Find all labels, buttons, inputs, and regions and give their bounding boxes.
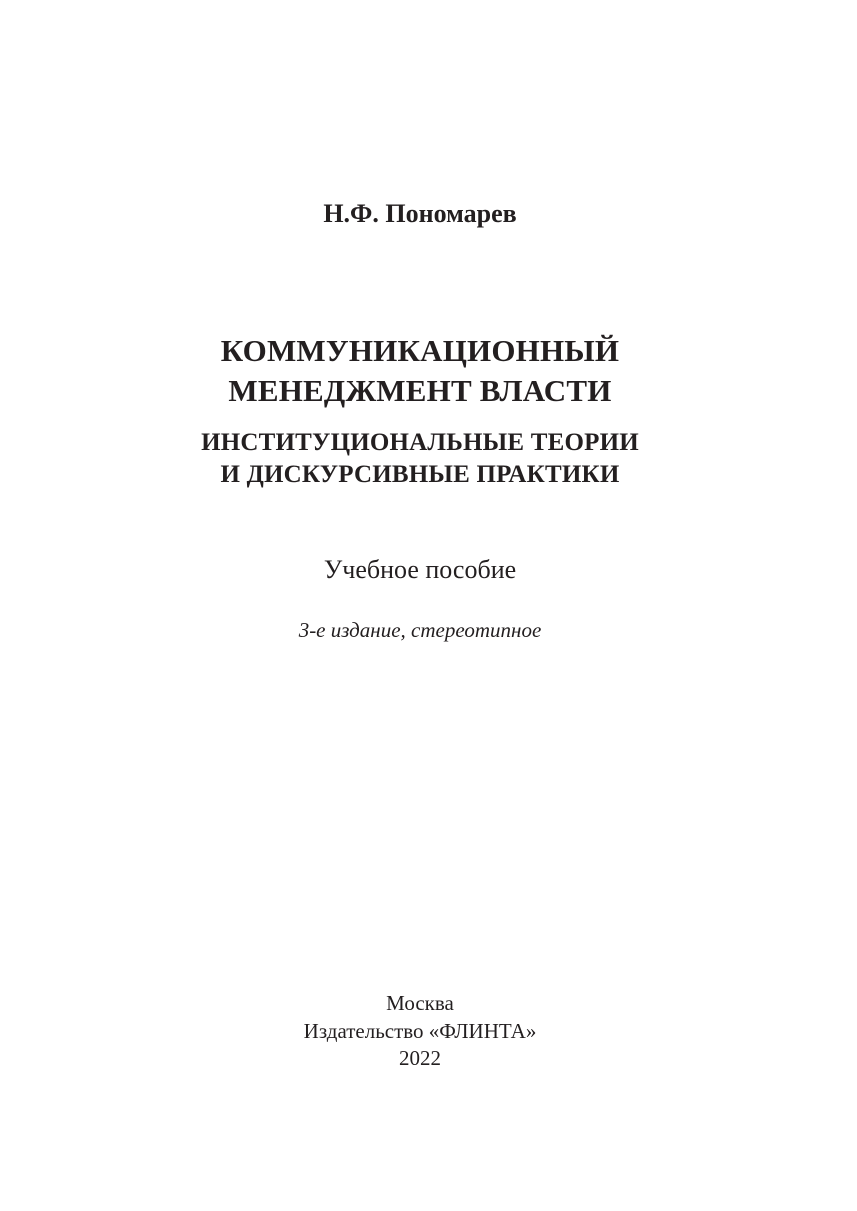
document-type: Учебное пособие xyxy=(323,555,517,584)
imprint-year: 2022 xyxy=(399,1046,441,1070)
edition-note: 3-е издание, стереотипное xyxy=(298,618,542,642)
imprint-city: Москва xyxy=(386,991,454,1015)
book-subtitle-line-2: И ДИСКУРСИВНЫЕ ПРАКТИКИ xyxy=(220,461,620,488)
book-subtitle-line-1: ИНСТИТУЦИОНАЛЬНЫЕ ТЕОРИИ xyxy=(201,429,639,456)
author-name: Н.Ф. Пономарев xyxy=(323,199,517,228)
book-title-line-1: КОММУНИКАЦИОННЫЙ xyxy=(220,333,620,368)
imprint-publisher: Издательство «ФЛИНТА» xyxy=(303,1019,537,1043)
book-title-line-2: МЕНЕДЖМЕНТ ВЛАСТИ xyxy=(228,373,612,408)
